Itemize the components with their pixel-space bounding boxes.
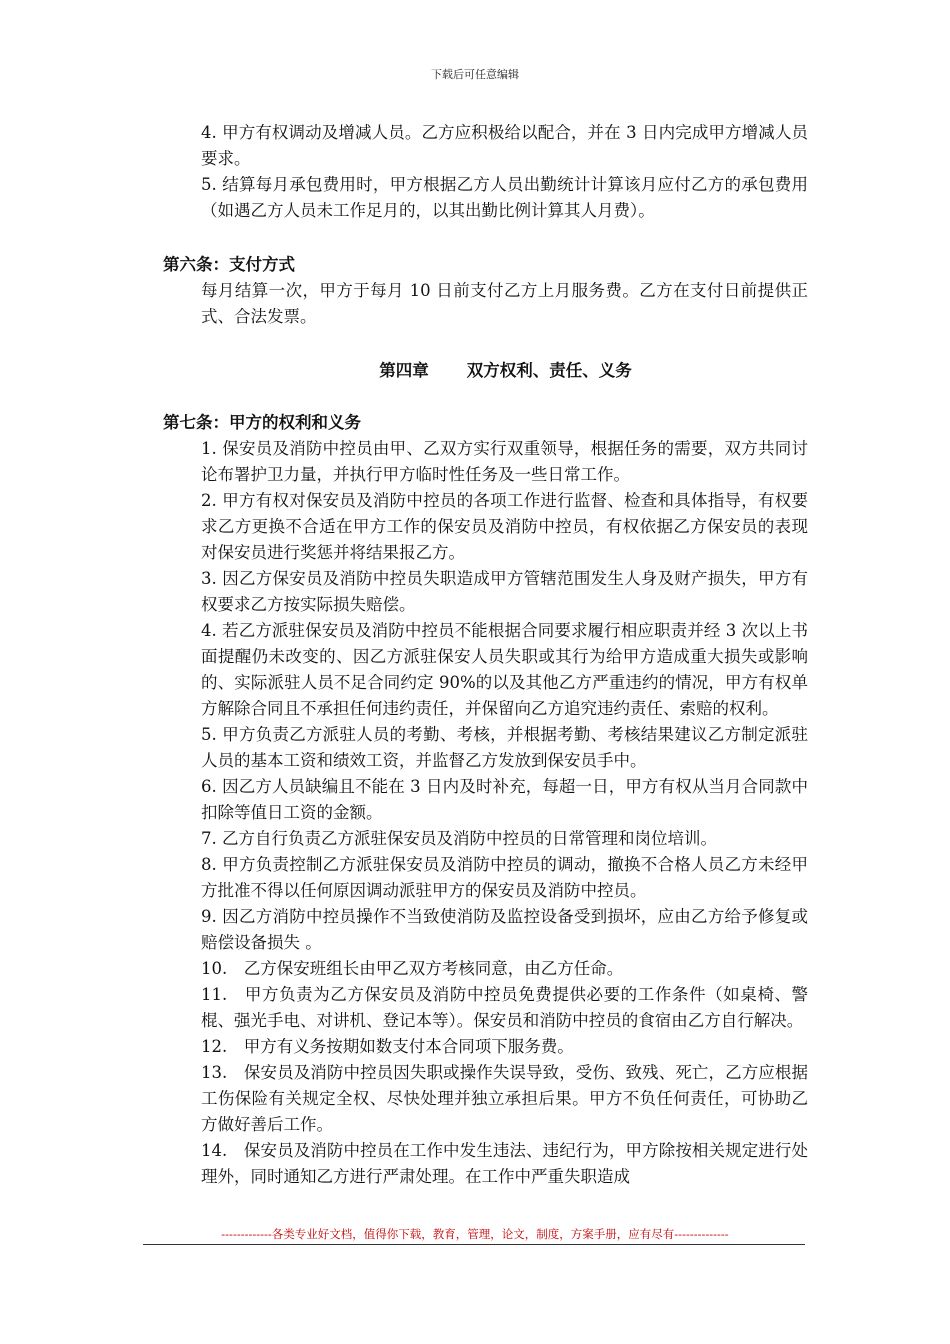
article-7-item: 12. 甲方有义务按期如数支付本合同项下服务费。 [201,1037,574,1056]
footer-divider [143,1244,805,1245]
article-7-item: 2. 甲方有权对保安员及消防中控员的各项工作进行监督、检查和具体指导，有权要求乙方更换不合适在甲方工作的保安员及消防中控员，有权依据乙方保安员的表现对保安员进行奖惩并将结果报乙方。 [201,491,808,562]
article-7-item: 11. 甲方负责为乙方保安员及消防中控员免费提供必要的工作条件（如桌椅、警棍、强光手电、对讲机、登记本等）。保安员和消防中控员的食宿由乙方自行解决。 [201,985,808,1030]
intro-item: 4. 甲方有权调动及增减人员。乙方应积极给以配合，并在 3 日内完成甲方增减人员要求。 [201,123,808,168]
article-7-item: 3. 因乙方保安员及消防中控员失职造成甲方管辖范围发生人身及财产损失，甲方有权要求乙方按实际损失赔偿。 [201,569,808,614]
article-6-heading: 第六条：支付方式 [163,255,295,274]
article-7-item: 5. 甲方负责乙方派驻人员的考勤、考核，并根据考勤、考核结果建议乙方制定派驻人员的基本工资和绩效工资，并监督乙方发放到保安员手中。 [201,725,808,770]
article-7-item: 9. 因乙方消防中控员操作不当致使消防及监控设备受到损坏，应由乙方给予修复或赔偿设备损失 。 [201,907,808,952]
article-7-item: 10. 乙方保安班组长由甲乙双方考核同意，由乙方任命。 [201,959,624,978]
article-7-item: 14. 保安员及消防中控员在工作中发生违法、违纪行为，甲方除按相关规定进行处理外，同时通知乙方进行严肃处理。在工作中严重失职造成 [201,1141,808,1186]
article-7-heading: 第七条：甲方的权利和义务 [163,413,361,432]
article-7-item: 8. 甲方负责控制乙方派驻保安员及消防中控员的调动，撤换不合格人员乙方未经甲方批准不得以任何原因调动派驻甲方的保安员及消防中控员。 [201,855,808,900]
chapter-name: 双方权利、责任、义务 [466,361,632,380]
header-note: 下载后可任意编辑 [431,68,519,81]
spacer [163,224,808,252]
chapter-title [163,358,808,384]
article-7-item: 4. 若乙方派驻保安员及消防中控员不能根据合同要求履行相应职责并经 3 次以上书面提醒仍未改变的、因乙方派驻保安人员失职或其行为给甲方造成重大损失或影响的、实际派驻人员不足合同约定 90%的以及其他乙方严重违约的情况，甲方有权单方解除合同且不承担任何违约责任，并保留向乙方追究违约责任、索赔的权利。 [201,621,808,718]
footer-banner: -------------各类专业好文档，值得你下载，教育，管理，论文，制度，方案手册，应有尽有-------------- [221,1227,729,1241]
article-7-item: 6. 因乙方人员缺编且不能在 3 日内及时补充，每超一日，甲方有权从当月合同款中扣除等值日工资的金额。 [201,777,808,822]
spacer [163,384,808,410]
article-7-item: 7. 乙方自行负责乙方派驻保安员及消防中控员的日常管理和岗位培训。 [201,829,717,848]
document-body [163,120,808,1190]
article-6-body: 每月结算一次，甲方于每月 10 日前支付乙方上月服务费。乙方在支付日前提供正式、合法发票。 [201,281,808,326]
article-7-item: 13. 保安员及消防中控员因失职或操作失误导致，受伤、致残、死亡，乙方应根据工伤保险有关规定全权、尽快处理并独立承担后果。甲方不负任何责任，可协助乙方做好善后工作。 [201,1063,808,1134]
spacer [163,330,808,358]
chapter-number: 第四章 [379,361,429,380]
intro-item: 5. 结算每月承包费用时，甲方根据乙方人员出勤统计计算该月应付乙方的承包费用（如遇乙方人员未工作足月的，以其出勤比例计算其人月费）。 [201,175,808,220]
article-7-item: 1. 保安员及消防中控员由甲、乙双方实行双重领导，根据任务的需要，双方共同讨论布署护卫力量，并执行甲方临时性任务及一些日常工作。 [201,439,808,484]
